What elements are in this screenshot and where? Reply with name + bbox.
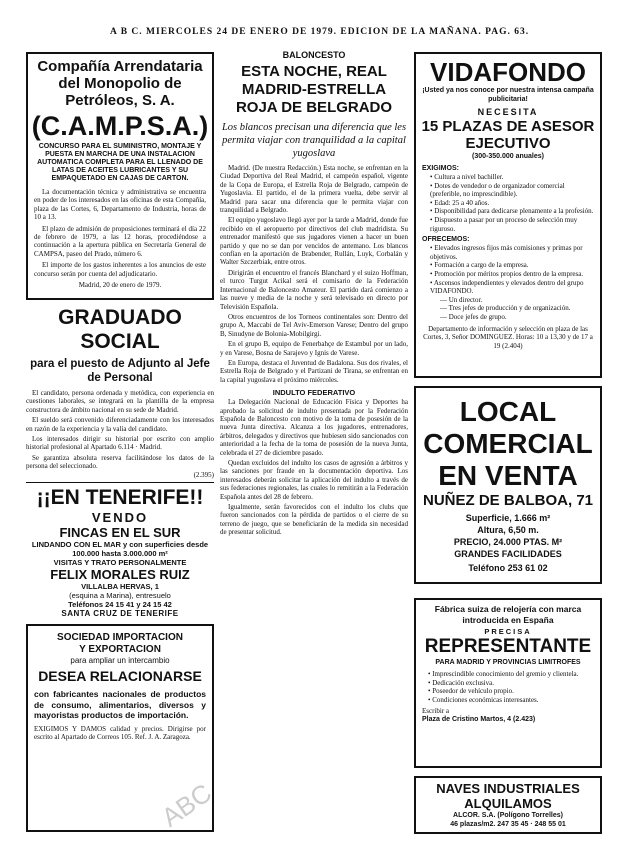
indulto-head: INDULTO FEDERATIVO (272, 388, 356, 398)
page-header (0, 0, 620, 44)
list-item-text: Imprescindible conocimiento del gremio y clientela. (432, 670, 579, 678)
baloncesto-body3: Dirigirán el encuentro el francés Blanchard y el suizo Hoffman, el turco Turgut Acikal será el comisario de la Federación Internacional de Baloncesto Amateur. El partido dará comienzo a las nueve y media de la noche y será televisado en directo por Televisión Española. (220, 268, 408, 311)
list-item-text: Promoción por méritos propios dentro de la empresa. (434, 269, 584, 278)
list-item: — Tres jefes de producción y de organización. (440, 304, 571, 313)
tenerife-l1: LINDANDO CON EL MAR y con superficies desde 100.000 hasta 3.000.000 m² (31, 540, 209, 558)
list-item: • Condiciones económicas interesantes. (428, 695, 539, 704)
list-item-text: Elevados ingresos fijos más comisiones y primas por objetivos. (430, 244, 583, 261)
local-l3: EN VENTA (438, 460, 578, 491)
baloncesto-body1: Madrid. (De nuestra Redacción.) Esta noche, se enfrentan en la Ciudad Deportiva del Real Madrid, el campeón español, vigente de la Copa de Europa, el Estrella Roja de Belgrado, campeón de Yugoslavia. El partido, el de la primera vuelta, debe servir al Madrid para sacar una diferencia que le permita viajar con tranquilidad a Belgrado. (220, 164, 408, 215)
list-item-text: Tres jefes de producción y de organización. (448, 304, 571, 313)
campsa-p1: La documentación técnica y administrativa se encuentra en poder de los interesados en las oficinas de esta Compañía, plaza de las Cortes, 6, Departamento de Industria, horas de 10 a 13. (34, 188, 206, 222)
list-item-text: Dotes de vendedor o de organizador comercial (preferible, no imprescindible). (430, 181, 565, 199)
graduado-p2: El sueldo será convenido diferenciadamente con los interesados en razón de la experiencia y la valía del candidato. (26, 416, 214, 433)
sociedad-title2: Y EXPORTACION (79, 644, 161, 655)
baloncesto-body6: En Europa, destaca el Juventud de Badalona. Sus dos rivales, el Estrella Roja de Belgrado y el Partizani de Tirana, se enfrentan en la capital yugoslava el próximo miércoles. (220, 358, 408, 384)
relojeria-escribir: Escribir a (422, 707, 450, 716)
vidafondo-tag: ¡Usted ya nos conoce por nuestra intensa campaña publicitaria! (422, 87, 594, 103)
baloncesto-body7: La Delegación Nacional de Educación Física y Deportes ha aprobado la solicitud de indulto presentada por la Federación Española de Baloncesto con motivo de la toma de posesión de la nueva Junta directiva. Alcanza a los jugadores, entrenadores, árbitros, delegados y directivos que hubiesen sido sancionados con anterioridad a la fecha de la toma de posesión de la nueva Junta, celebrada el 27 de diciembre pasado. (220, 398, 408, 457)
tenerife-name: FELIX MORALES RUIZ (50, 567, 190, 582)
tenerife-city: SANTA CRUZ DE TENERIFE (61, 609, 179, 618)
campsa-acronym: (C.A.M.P.S.A.) (31, 111, 209, 141)
list-item-text: Un director. (448, 295, 483, 304)
list-item: • Imprescindible conocimiento del gremio y clientela. (428, 670, 579, 678)
relojeria-intro: Fábrica suiza de relojería con marca introducida en España (434, 604, 582, 625)
campsa-date: Madrid, 20 de enero de 1979. (78, 281, 162, 290)
tenerife-addr1: VILLALBA HERVAS, 1 (81, 582, 159, 591)
relojeria-addr: Plaza de Cristino Martos, 4 (2.423) (422, 715, 536, 723)
vidafondo-footer: Departamento de información y selección en plaza de las Cortes, 3, Señor DOMINGUEZ. Horas: 10 a 13,30 y de 17 a 19 (2.404) (423, 324, 593, 350)
baloncesto-article (220, 50, 408, 838)
list-item: • Promoción por méritos propios dentro de la empresa. (430, 269, 584, 278)
baloncesto-kicker: BALONCESTO (282, 50, 346, 60)
graduado-title: GRADUADO SOCIAL (58, 306, 182, 353)
local-tel: Teléfono 253 61 02 (468, 563, 548, 573)
list-item: • Dotes de vendedor o de organizador comercial (preferible, no imprescindible). (430, 181, 565, 199)
local-l1: LOCAL (459, 396, 557, 427)
tenerife-addr2: (esquina a Marina), entresuelo (69, 591, 171, 600)
baloncesto-body4: Otros encuentros de los Torneos continentales son: Dentro del grupo A, Maccabi de Tel Aviv-Emerson Varese; Dentro del grupo B, Sinudyne de Bolonia-Mobilgirgi. (220, 312, 408, 338)
naves-l2: ALQUILAMOS (464, 796, 552, 811)
graduado-ad (26, 306, 214, 480)
vidafondo-necesita: NECESITA (477, 107, 539, 117)
tenerife-title: ¡¡EN TENERIFE!! (36, 486, 204, 509)
vidafondo-ad (414, 52, 602, 378)
vidafondo-ingresos: (300-350.000 anuales) (472, 153, 544, 160)
vidafondo-ofrec-list (430, 244, 594, 321)
local-l4: NUÑEZ DE BALBOA, 71 (422, 492, 594, 509)
baloncesto-body2: El equipo yugoslavo llegó ayer por la tarde a Madrid, donde fue recibido en el aeropuerto por directivos del club madridista. Su entrenador manifestó que sus jugadores vienen a hacer un buen partido y que no se dan por vencidos de antemano. Los blancos confían en la aportación de Brabender, Rullán, Luyk, Corbalán y Walter Szczerbiak, entre otros. (220, 216, 408, 267)
list-item: • Edad: 25 a 40 años. (430, 198, 490, 207)
list-item: • Dispuesto a pasar por un proceso de selección muy riguroso. (430, 215, 578, 233)
local-l2: COMERCIAL (423, 428, 593, 459)
list-item: — Doce jefes de grupo. (440, 312, 507, 321)
divider (26, 482, 214, 483)
local-ad (414, 386, 602, 584)
sociedad-p2: EXIGIMOS Y DAMOS calidad y precios. Dirigirse por escrito al Apartado de Correos 105. Ref. J. A. Zaragoza. (34, 724, 206, 741)
watermark: ABC (155, 777, 217, 833)
baloncesto-deck: Los blancos precisan una diferencia que les permita viajar con tranquilidad a la capital yugoslava (221, 122, 407, 159)
baloncesto-headline: ESTA NOCHE, REAL MADRID-ESTRELLA ROJA DE BELGRADO (235, 63, 393, 116)
sociedad-l1: para ampliar un intercambio (70, 656, 170, 665)
tenerife-fincas: FINCAS EN EL SUR (59, 525, 181, 540)
relojeria-zona: PARA MADRID Y PROVINCIAS LIMITROFES (435, 659, 581, 666)
list-item-text: Dispuesto a pasar por un proceso de selección muy riguroso. (430, 215, 578, 233)
list-item-text: Formación a cargo de la empresa. (434, 261, 529, 270)
list-item-text: Edad: 25 a 40 años. (434, 198, 490, 207)
list-item: • Cultura a nivel bachiller. (430, 173, 504, 181)
baloncesto-body8: Quedan excluidos del indulto los casos de agresión a árbitros y las sanciones por fraude en la documentación deportiva. Los interesados deberán solicitar la aplicación del indulto a través de sus federaciones regionales, las cuales lo remitirán a la Federación Española antes del 28 de febrero. (220, 459, 408, 501)
graduado-p3: Los interesados dirigir su historial por escrito con amplio historial profesional al Apartado 6.114 · Madrid. (26, 435, 214, 452)
vidafondo-ofrec-head: OFRECEMOS: (422, 236, 470, 244)
local-precio: PRECIO, 24.000 PTAS. M² (453, 537, 563, 547)
naves-l3: ALCOR. S.A. (Polígono Torrelles) (453, 812, 563, 819)
campsa-p3: El importe de los gastos inherentes a los anuncios de este concurso serán por cuenta del adjudicatario. (34, 261, 206, 278)
vidafondo-title: VIDAFONDO (430, 57, 586, 87)
tenerife-ad (26, 486, 214, 618)
local-fac: GRANDES FACILIDADES (454, 549, 562, 559)
sociedad-p1: con fabricantes nacionales de productos de consumo, alimentarios, diversos y mayoristas productos de importación. (34, 689, 206, 720)
local-sup: Superficie, 1.666 m² (465, 513, 551, 523)
vidafondo-exig-list (430, 173, 594, 233)
campsa-concurso: CONCURSO PARA EL SUMINISTRO, MONTAJE Y PUESTA EN MARCHA DE UNA INSTALACION AUTOMATICA COMPLETA PARA EL LLENADO DE LATAS DE ACEITES LUBRICANTES Y SU EMPAQUETADO EN CAJAS DE CARTON. (37, 143, 203, 182)
sociedad-title1: SOCIEDAD IMPORTACION (57, 632, 183, 643)
naves-l1: NAVES INDUSTRIALES (436, 781, 580, 796)
baloncesto-body5: En el grupo B, equipo de Fenerbahçe de Estambul por un lado, y en Varese, Bosna de Sarajevo y Ignis de Varese. (220, 340, 408, 357)
list-item-text: Cultura a nivel bachiller. (434, 173, 504, 181)
list-item: — Un director. (440, 295, 483, 304)
graduado-p1: El candidato, persona ordenada y metódica, con experiencia en cuestiones laborales, se integrará en la plantilla de la empresa constructora de ámbito nacional en su sede de Madrid. (26, 389, 214, 414)
tenerife-vendo: VENDO (91, 510, 149, 525)
list-item-text: Poseedor de vehículo propio. (432, 687, 514, 696)
sociedad-big: DESEA RELACIONARSE (38, 668, 202, 684)
campsa-title: Compañía Arrendataria del Monopolio de Petróleos, S. A. (37, 58, 203, 109)
campsa-ad (26, 52, 214, 300)
naves-ad (414, 776, 602, 834)
tenerife-l2: VISITAS Y TRATO PERSONALMENTE (53, 558, 187, 567)
tenerife-phones: Teléfonos 24 15 41 y 24 15 42 (68, 600, 172, 609)
graduado-p4: Se garantiza absoluta reserva facilitándose los datos de la persona del seleccionado. (26, 453, 214, 471)
relojeria-big: REPRESENTANTE (424, 636, 592, 657)
graduado-sub: para el puesto de Adjunto al Jefe de Personal (30, 358, 210, 384)
naves-l4: 46 plazas/m2. 247 35 45 · 248 55 01 (450, 821, 566, 828)
list-item-text: Dedicación exclusiva. (432, 678, 495, 687)
relojeria-precisa: PRECISA (484, 627, 532, 636)
baloncesto-body9: Igualmente, serán favorecidos con el indulto los clubs que fueron sancionados con la pérdida de partidos o el cierre de su terreno de juego, que se beneficiarán de la medida sin necesidad de presentar solicitud. (220, 503, 408, 537)
list-item-text: Disponibilidad para dedicarse plenamente a la profesión. (434, 207, 594, 216)
list-item-text: Condiciones económicas interesantes. (432, 695, 539, 704)
list-item: • Elevados ingresos fijos más comisiones y primas por objetivos. (430, 244, 583, 261)
list-item: • Ascensos independientes y elevados dentro del grupo VIDAFONDO. (430, 278, 584, 296)
list-item: • Formación a cargo de la empresa. (430, 261, 529, 270)
list-item: • Poseedor de vehículo propio. (428, 687, 514, 696)
header-text: A B C. MIERCOLES 24 DE ENERO DE 1979. EDICION DE LA MAÑANA. PAG. 63. (110, 27, 530, 37)
relojeria-req-list (428, 670, 594, 704)
list-item: • Disponibilidad para dedicarse plenamente a la profesión. (430, 207, 594, 216)
graduado-ref: (2.395) (193, 470, 214, 479)
vidafondo-plazas: 15 PLAZAS DE ASESOR EJECUTIVO (421, 118, 595, 152)
list-item-text: Ascensos independientes y elevados dentro del grupo VIDAFONDO. (430, 278, 584, 296)
list-item: • Dedicación exclusiva. (428, 678, 495, 687)
list-item-text: Doce jefes de grupo. (448, 312, 507, 321)
vidafondo-exig-head: EXIGIMOS: (422, 165, 459, 172)
local-alt: Altura, 6,50 m. (477, 525, 539, 535)
campsa-p2: El plazo de admisión de proposiciones terminará el día 22 de febrero de 1979, a las 12 horas, procediéndose a continuación a la apertura pública en Secretaría General de CAMPSA, paseo del Prado, número 6. (34, 224, 206, 258)
relojeria-ad (414, 598, 602, 768)
